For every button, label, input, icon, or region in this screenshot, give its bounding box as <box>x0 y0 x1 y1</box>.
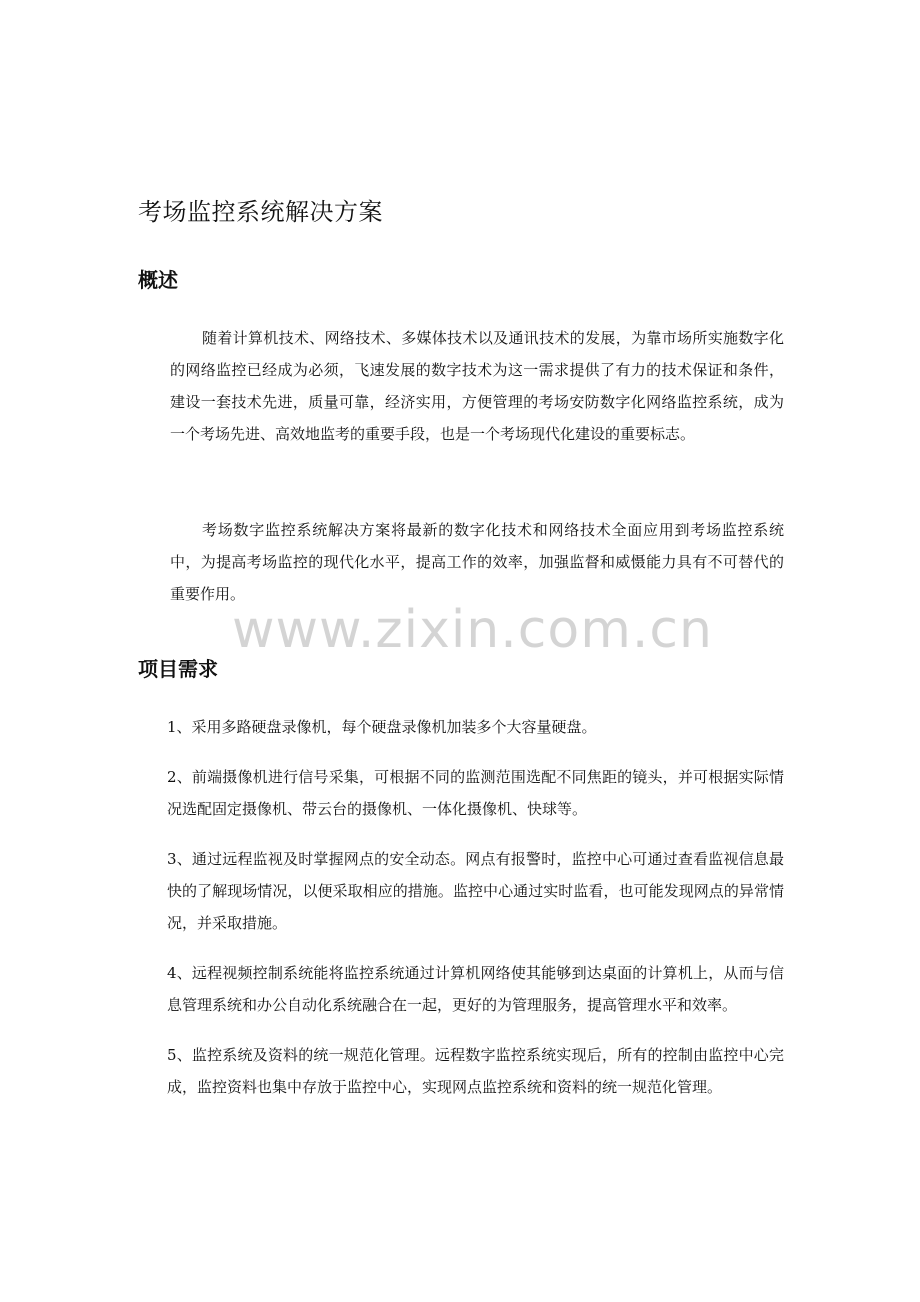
document-title: 考场监控系统解决方案 <box>138 198 383 226</box>
requirements-list <box>167 711 784 1121</box>
requirement-item: 4、远程视频控制系统能将监控系统通过计算机网络使其能够到达桌面的计算机上，从而与信息管理系统和办公自动化系统融合在一起，更好的为管理服务，提高管理水平和效率。 <box>167 964 784 1014</box>
requirement-item: 2、前端摄像机进行信号采集，可根据不同的监测范围选配不同焦距的镜头，并可根据实际情况选配固定摄像机、带云台的摄像机、一体化摄像机、快球等。 <box>167 768 784 818</box>
overview-paragraph: 考场数字监控系统解决方案将最新的数字化技术和网络技术全面应用到考场监控系统中，为提高考场监控的现代化水平，提高工作的效率，加强监督和威慑能力具有不可替代的重要作用。 <box>170 521 784 603</box>
overview-paragraph: 随着计算机技术、网络技术、多媒体技术以及通讯技术的发展，为靠市场所实施数字化的网络监控已经成为必须，飞速发展的数字技术为这一需求提供了有力的技术保证和条件，建设一套技术先进，质量可靠，经济实用，方便管理的考场安防数字化网络监控系统，成为一个考场先进、高效地监考的重要手段，也是一个考场现代化建设的重要标志。 <box>170 329 784 443</box>
section-heading-requirements: 项目需求 <box>138 657 218 681</box>
requirement-item: 1、采用多路硬盘录像机，每个硬盘录像机加装多个大容量硬盘。 <box>167 718 597 736</box>
requirement-item: 3、通过远程监视及时掌握网点的安全动态。网点有报警时，监控中心可通过查看监视信息最快的了解现场情况，以便采取相应的措施。监控中心通过实时监看，也可能发现网点的异常情况，并采取措施。 <box>167 850 784 932</box>
section-heading-overview: 概述 <box>138 268 178 292</box>
watermark: www.zixin.com.cn <box>232 600 713 660</box>
requirement-item: 5、监控系统及资料的统一规范化管理。远程数字监控系统实现后，所有的控制由监控中心完成，监控资料也集中存放于监控中心，实现网点监控系统和资料的统一规范化管理。 <box>167 1046 784 1096</box>
